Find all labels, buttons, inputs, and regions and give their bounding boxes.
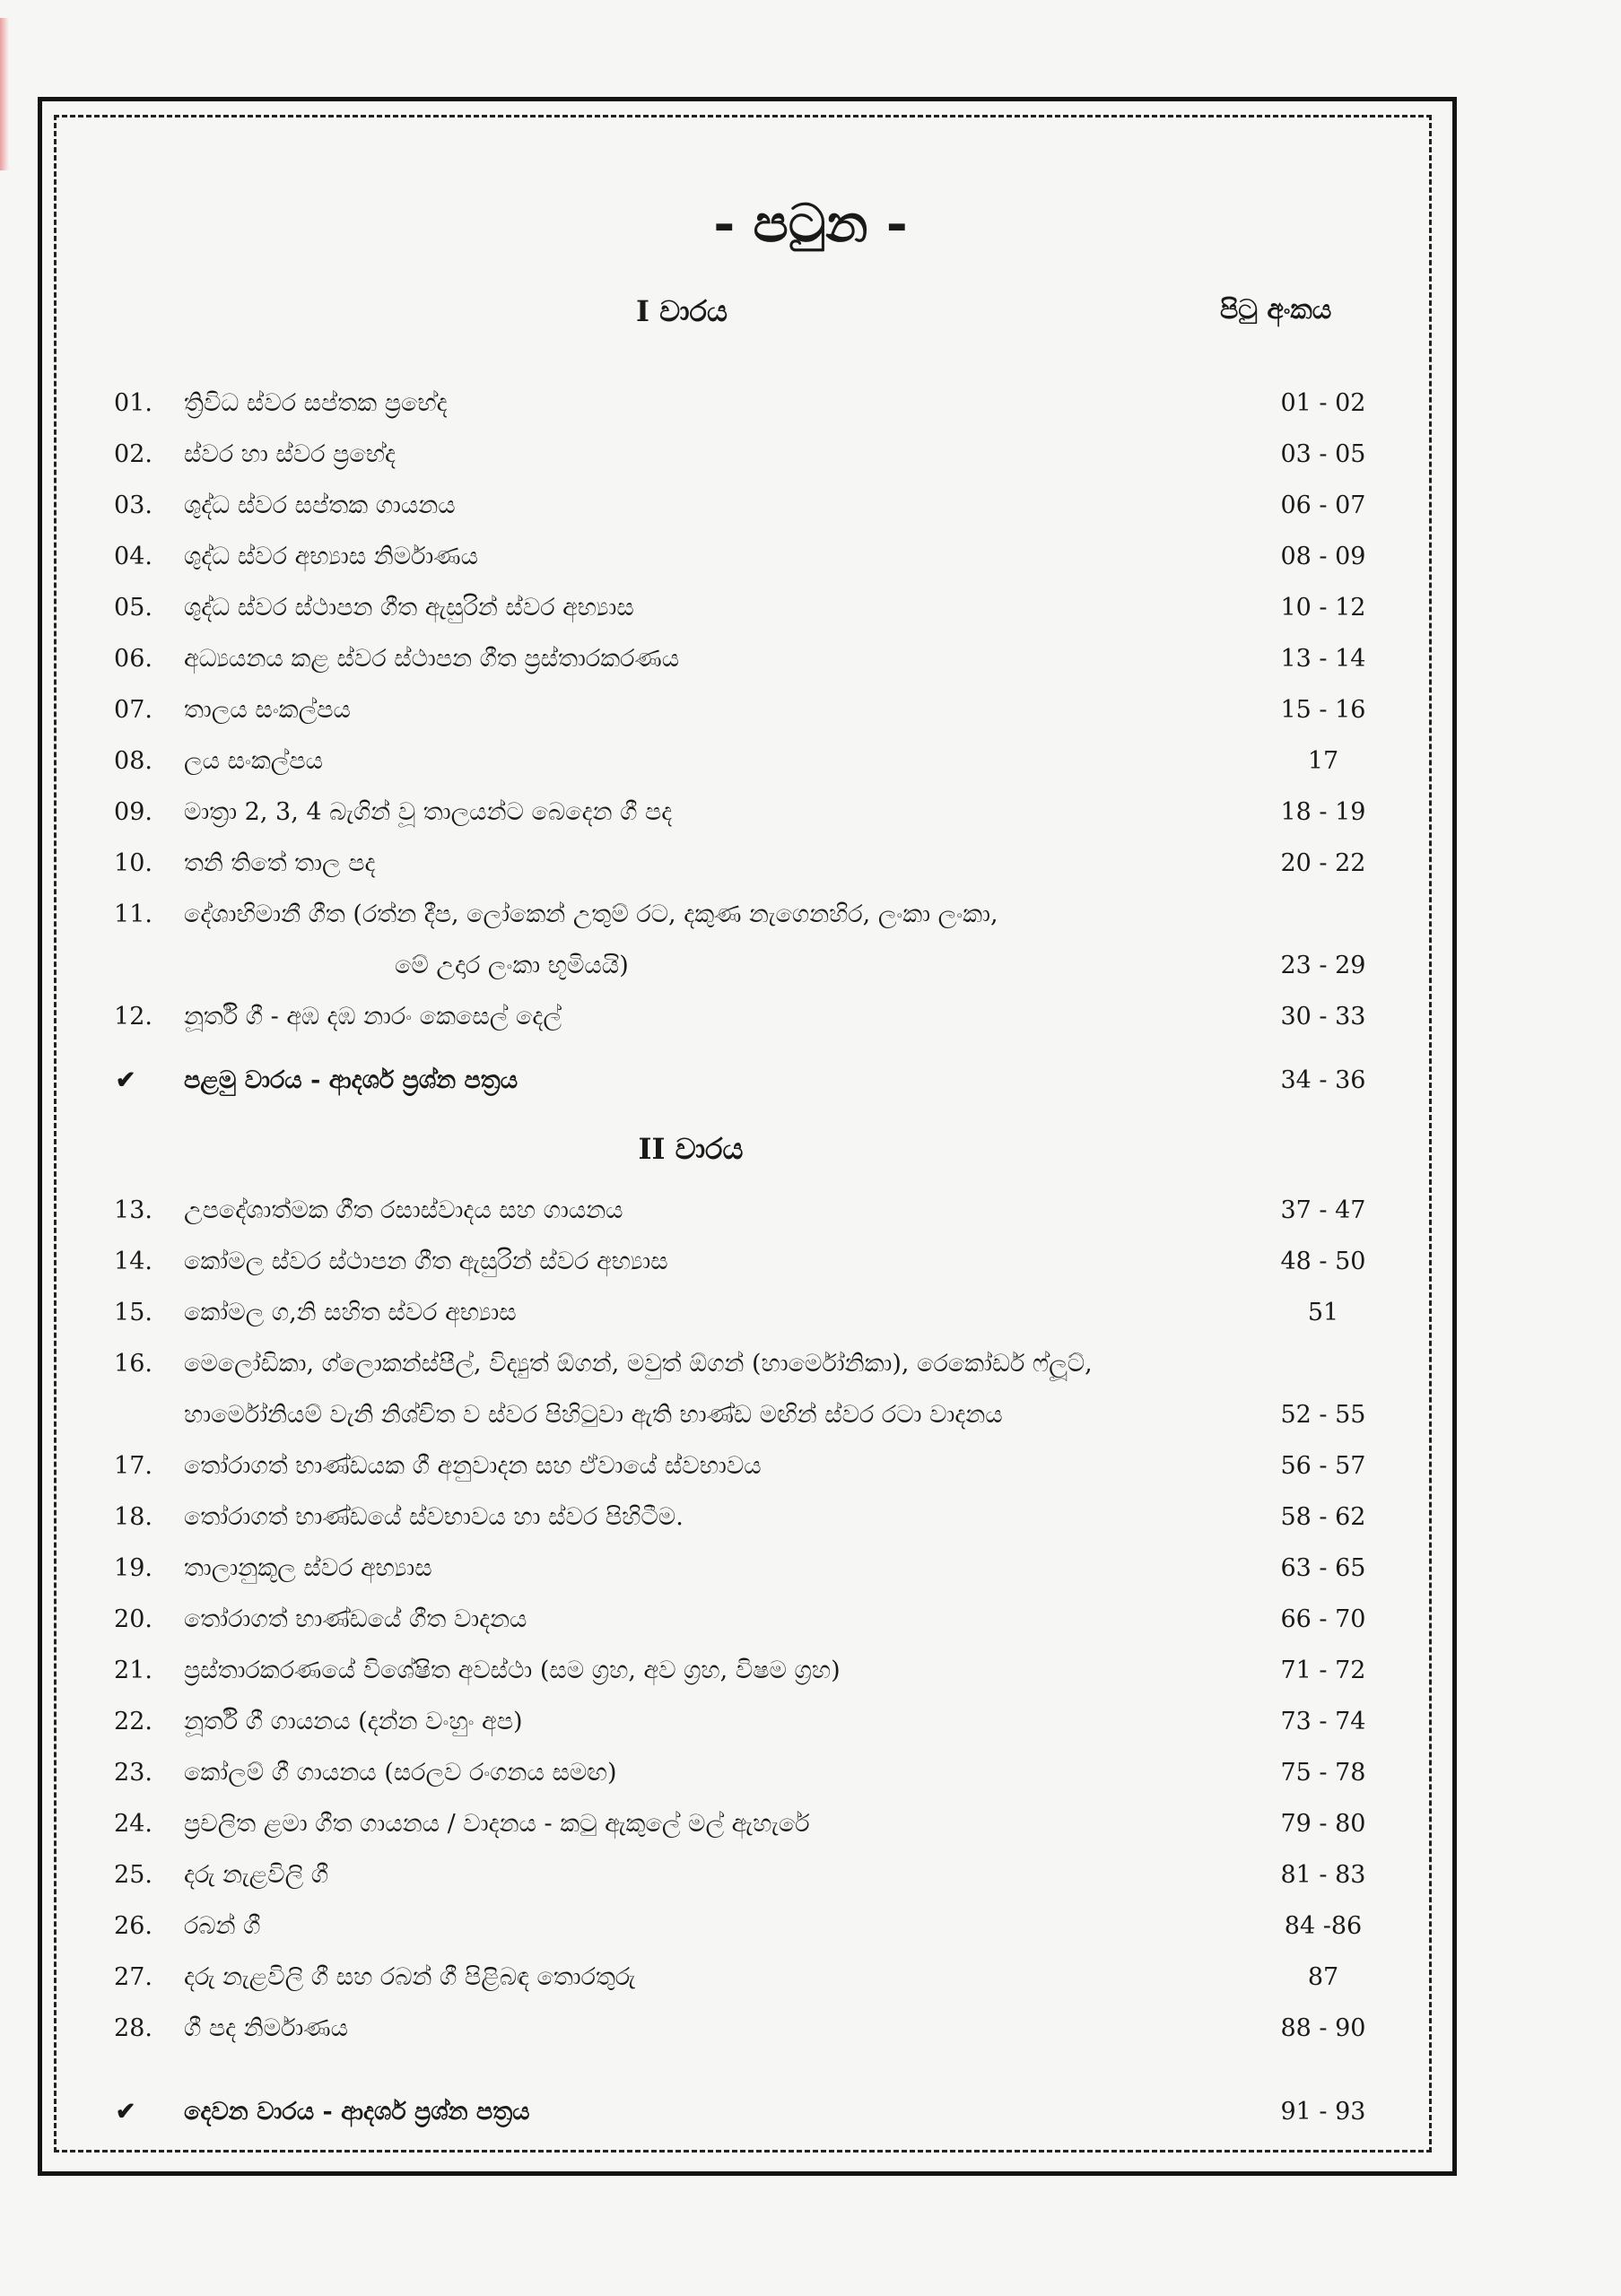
entry-title: ශුද්ධ ස්වර ස්ථාපන ගීත ඇසුරින් ස්වර අභ්‍යාස (184, 594, 634, 622)
entry-title: උපදේශාත්මක ගීත රසාස්වාදය සහ ගායනය (184, 1196, 623, 1224)
entry-number: 24. (114, 1810, 153, 1838)
entry-pages: 71 - 72 (1280, 1657, 1366, 1684)
entry-number: 01. (114, 389, 153, 417)
entry-number: 22. (114, 1708, 153, 1735)
entry-pages: 13 - 14 (1280, 645, 1366, 673)
toc-entry (0, 1342, 1621, 1387)
toc-entry (0, 1700, 1621, 1744)
term2-heading: II වාරය (638, 1132, 744, 1166)
entry-title: ගී පද නිර්මාණය (184, 2014, 348, 2042)
entry-title: දරු නැළවිලි ගී (184, 1861, 329, 1889)
entry-title: ස්වර හා ස්වර ප්‍රභේද (184, 440, 397, 468)
entry-number: 17. (114, 1452, 153, 1480)
toc-entry (0, 637, 1621, 682)
entry-title: තෝරාගත් භාණ්ඩයේ ස්වභාවය හා ස්වර පිහිටීම. (184, 1503, 684, 1531)
toc-entry (0, 1904, 1621, 1949)
page-number-column-heading: පිටු අංකය (1220, 294, 1332, 326)
entry-pages: 30 - 33 (1280, 1003, 1366, 1031)
toc-entry (0, 995, 1621, 1039)
entry-pages: 08 - 09 (1280, 543, 1366, 570)
toc-entry (0, 790, 1621, 835)
toc-entry (0, 841, 1621, 886)
entry-title: දෙවන වාරය - ආදර්ශ ප්‍රශ්න පත්‍රය (184, 2098, 530, 2126)
entry-title-continuation: මේ උදාර ලංකා භූමියයි) (395, 952, 629, 979)
entry-number: 15. (114, 1299, 153, 1326)
tick-icon: ✔ (115, 2098, 136, 2126)
entry-title: තනි තිතේ තාල පද (184, 849, 376, 877)
toc-entry (0, 1291, 1621, 1335)
entry-pages: 52 - 55 (1280, 1401, 1366, 1429)
entry-number: 08. (114, 747, 153, 775)
toc-entry (0, 1648, 1621, 1693)
entry-title: අධ්‍යයනය කළ ස්වර ස්ථාපන ගීත ප්‍රස්තාරකරණය (184, 645, 680, 673)
page-title: - පටුන - (713, 193, 908, 254)
toc-entry (0, 483, 1621, 528)
entry-title: ශුද්ධ ස්වර අභ්‍යාස නිර්මාණය (184, 543, 479, 570)
toc-entry (0, 432, 1621, 477)
entry-title: ශුද්ධ ස්වර සප්තක ගායනය (184, 491, 456, 519)
toc-entry (0, 1955, 1621, 2000)
entry-number: 12. (114, 1003, 153, 1031)
entry-pages: 56 - 57 (1280, 1452, 1366, 1480)
toc-entry (0, 586, 1621, 631)
entry-pages: 81 - 83 (1280, 1861, 1366, 1889)
entry-title: ලය සංකල්පය (184, 747, 324, 775)
entry-title: තෝරාගත් භාණ්ඩයක ගී අනුවාදන සහ ඒවායේ ස්වභාවය (184, 1452, 762, 1480)
toc-entry (0, 1802, 1621, 1847)
entry-number: 13. (114, 1196, 153, 1224)
entry-pages: 34 - 36 (1280, 1066, 1366, 1094)
entry-number: 09. (114, 798, 153, 826)
entry-number: 23. (114, 1759, 153, 1787)
toc-entry (0, 535, 1621, 579)
entry-pages: 58 - 62 (1280, 1503, 1366, 1531)
entry-pages: 84 -86 (1284, 1912, 1363, 1940)
entry-title: තාලානුකූල ස්වර අභ්‍යාස (184, 1554, 432, 1582)
entry-title: මෙලෝඩිකා, ග්ලොකන්ස්පීල්, විද්‍යුත් ඕගන්, මවුත් ඕගන් (හාර්මෝනිකා), රෙකෝඩර් ෆ්ලූට්, (184, 1350, 1093, 1378)
toc-entry (0, 892, 1621, 937)
entry-number: 07. (114, 696, 153, 724)
toc-entry-continuation (0, 1393, 1621, 1438)
entry-number: 20. (114, 1605, 153, 1633)
entry-title: නූර්ති ගී - අඹ දඹ නාරං කෙසෙල් දෙල් (184, 1003, 562, 1031)
toc-entry (0, 1239, 1621, 1284)
entry-number: 06. (114, 645, 153, 673)
entry-pages: 23 - 29 (1280, 952, 1366, 979)
entry-title: පළමු වාරය - ආදර්ශ ප්‍රශ්න පත්‍රය (184, 1066, 519, 1094)
entry-title: දරු නැළවිලි ගී සහ රබන් ගී පිළිබඳ තොරතුරු (184, 1963, 636, 1991)
toc-entry (0, 1853, 1621, 1898)
entry-title: තාලය සංකල්පය (184, 696, 351, 724)
entry-title: ප්‍රචලිත ළමා ගීත ගායනය / වාදනය - කටු ඇකුලේ මල් ඇහැරේ (184, 1810, 810, 1838)
entry-pages: 03 - 05 (1280, 440, 1366, 468)
entry-pages: 88 - 90 (1280, 2014, 1366, 2042)
entry-number: 04. (114, 543, 153, 570)
entry-title: නූර්ති ගී ගායනය (දන්න වංහුං අප) (184, 1708, 523, 1735)
entry-number: 05. (114, 594, 153, 622)
entry-number: 02. (114, 440, 153, 468)
entry-pages: 01 - 02 (1280, 389, 1366, 417)
entry-pages: 51 (1307, 1299, 1339, 1326)
entry-pages: 91 - 93 (1280, 2098, 1366, 2126)
entry-pages: 87 (1307, 1963, 1339, 1991)
tick-icon: ✔ (115, 1066, 136, 1094)
entry-pages: 73 - 74 (1280, 1708, 1366, 1735)
entry-number: 28. (114, 2014, 153, 2042)
toc-entry (0, 381, 1621, 426)
entry-title: රබන් ගී (184, 1912, 261, 1940)
entry-number: 21. (114, 1657, 153, 1684)
entry-number: 16. (114, 1350, 153, 1378)
entry-title: ප්‍රස්තාරකරණයේ විශේෂිත අවස්ථා (සම ග්‍රහ, අව ග්‍රහ, විෂම ග්‍රහ) (184, 1657, 841, 1684)
entry-pages: 75 - 78 (1280, 1759, 1366, 1787)
entry-pages: 17 (1307, 747, 1339, 775)
toc-entry (0, 739, 1621, 784)
toc-entry-continuation (0, 944, 1621, 988)
toc-entry (0, 1751, 1621, 1796)
toc-entry (0, 1597, 1621, 1642)
entry-pages: 63 - 65 (1280, 1554, 1366, 1582)
entry-title: ත්‍රිවිධ ස්වර සප්තක ප්‍රභේද (184, 389, 448, 417)
entry-number: 11. (114, 900, 153, 928)
entry-title: තෝරාගත් භාණ්ඩයේ ගීත වාදනය (184, 1605, 527, 1633)
entry-title: කෝමල ස්වර ස්ථාපන ගීත ඇසුරින් ස්වර අභ්‍යාස (184, 1248, 668, 1275)
entry-pages: 06 - 07 (1280, 491, 1366, 519)
entry-pages: 66 - 70 (1280, 1605, 1366, 1633)
toc-entry (0, 1495, 1621, 1540)
entry-number: 25. (114, 1861, 153, 1889)
entry-pages: 48 - 50 (1280, 1248, 1366, 1275)
toc-entry (0, 1444, 1621, 1489)
entry-number: 10. (114, 849, 153, 877)
term1-heading: I වාරය (636, 294, 728, 328)
entry-title: දේශාභිමානී ගීත (රත්න දීප, ලෝකෙන් උතුම් රට, දකුණ නැගෙනහිර, ලංකා ලංකා, (184, 900, 998, 928)
entry-title-continuation: හාර්මෝනියම් වැනි නිශ්චිත ව ස්වර පිහිටුවා ඇති භාණ්ඩ මඟින් ස්වර රටා වාදනය (184, 1401, 1003, 1429)
model-paper-entry (0, 2090, 1621, 2135)
entry-pages: 10 - 12 (1280, 594, 1366, 622)
entry-number: 19. (114, 1554, 153, 1582)
entry-number: 14. (114, 1248, 153, 1275)
page-edge-stain (0, 18, 9, 170)
entry-pages: 18 - 19 (1280, 798, 1366, 826)
entry-number: 03. (114, 491, 153, 519)
entry-pages: 15 - 16 (1280, 696, 1366, 724)
toc-entry (0, 1188, 1621, 1233)
entry-pages: 20 - 22 (1280, 849, 1366, 877)
entry-number: 18. (114, 1503, 153, 1531)
entry-title: කෝමල ග,නි සහිත ස්වර අභ්‍යාස (184, 1299, 517, 1326)
toc-entry (0, 688, 1621, 733)
model-paper-entry (0, 1058, 1621, 1103)
entry-pages: 79 - 80 (1280, 1810, 1366, 1838)
entry-number: 26. (114, 1912, 153, 1940)
entry-title: මාත්‍රා 2, 3, 4 බැගින් වූ තාලයන්ට බෙදෙන ගී පද (184, 798, 673, 826)
toc-entry (0, 1546, 1621, 1591)
toc-entry (0, 2006, 1621, 2051)
entry-pages: 37 - 47 (1280, 1196, 1366, 1224)
entry-title: කෝලම් ගී ගායනය (සරලව රංගනය සමඟ) (184, 1759, 617, 1787)
entry-number: 27. (114, 1963, 153, 1991)
